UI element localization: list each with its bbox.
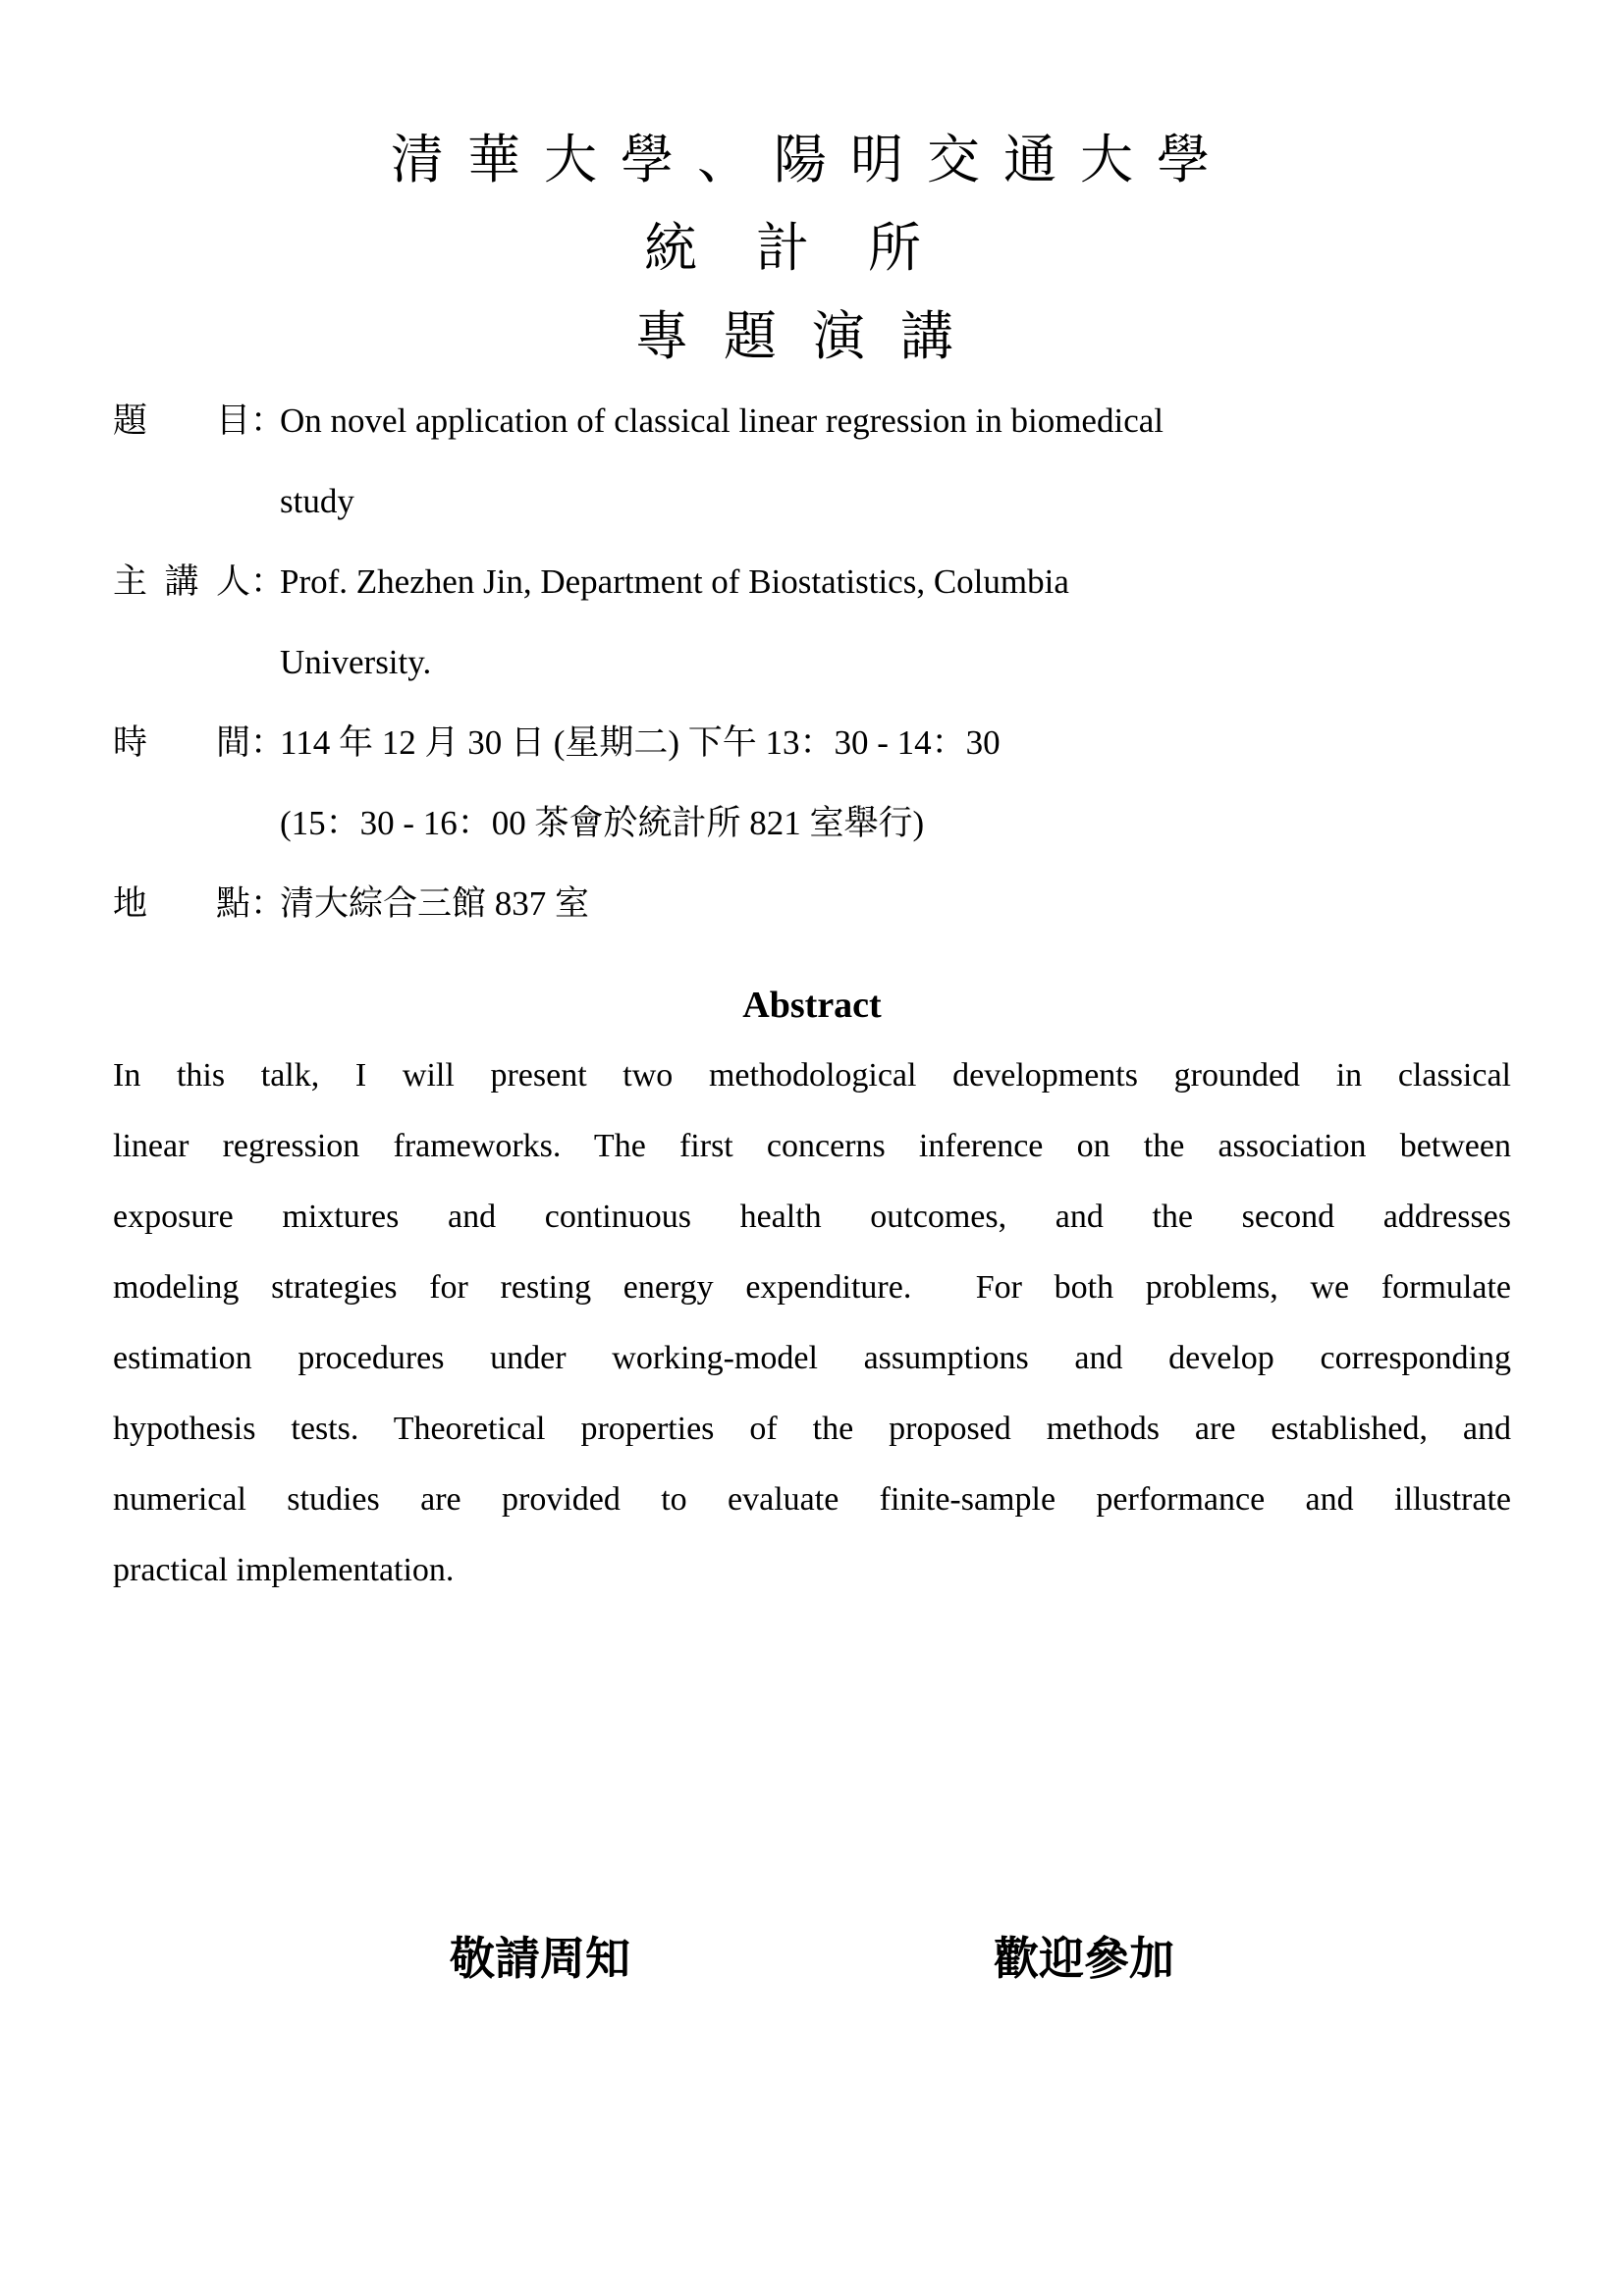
location-row: [113, 864, 1511, 944]
topic-value: [280, 381, 1511, 542]
seminar-title: 專題演講: [635, 307, 989, 366]
speaker-row: [113, 542, 1511, 703]
topic-label: [113, 381, 250, 461]
abstract-line: hypothesis tests. Theoretical properties of the proposed methods are established, and: [113, 1411, 1511, 1447]
location-line: 清大綜合三館 837 室: [280, 884, 590, 923]
speaker-label-char: 主: [113, 562, 148, 601]
seminar-info-section: [113, 381, 1511, 944]
time-row: [113, 703, 1511, 864]
abstract-line: estimation procedures under working-model assumptions and develop corresponding: [113, 1340, 1511, 1376]
speaker-colon: ：: [250, 562, 286, 601]
footer-notes: [113, 1930, 1511, 1989]
footer-note-left: 敬請周知: [450, 1934, 630, 1984]
location-label: [113, 864, 250, 944]
topic-line: On novel application of classical linear regression in biomedical: [280, 401, 1164, 440]
topic-label-char: 題: [113, 401, 148, 440]
time-label-char: 間: [215, 723, 250, 762]
abstract-heading: Abstract: [742, 985, 882, 1026]
topic-line: study: [280, 482, 354, 520]
location-colon: ：: [250, 884, 286, 923]
time-colon: ：: [250, 723, 286, 762]
abstract-line: exposure mixtures and continuous health outcomes, and the second addresses: [113, 1199, 1511, 1235]
speaker-label-char: 講: [164, 562, 199, 601]
topic-label-char: 目: [215, 401, 250, 440]
tea-reception-line: (15：30 - 16：00 茶會於統計所 821 室舉行): [280, 804, 925, 842]
speaker-line: Prof. Zhezhen Jin, Department of Biostatistics, Columbia: [280, 562, 1069, 601]
title-block: [113, 116, 1511, 381]
time-value: [280, 703, 1511, 864]
abstract-line: practical implementation.: [113, 1552, 455, 1588]
abstract-line: modeling strategies for resting energy expenditure. For both problems, we formulate: [113, 1269, 1511, 1306]
abstract-line: In this talk, I will present two methodological developments grounded in classical: [113, 1057, 1511, 1094]
time-label: [113, 703, 250, 783]
abstract-line: linear regression frameworks. The first concerns inference on the association between: [113, 1128, 1511, 1164]
topic-row: [113, 381, 1511, 542]
location-value: [280, 864, 1511, 944]
location-label-char: 地: [113, 884, 148, 923]
institute-title: 統計所: [644, 219, 980, 278]
speaker-label-char: 人: [215, 562, 250, 601]
speaker-label: [113, 542, 250, 622]
time-line: 114 年 12 月 30 日 (星期二) 下午 13：30 - 14：30: [280, 723, 1001, 762]
topic-colon: ：: [250, 401, 286, 440]
speaker-value: [280, 542, 1511, 703]
speaker-line: University.: [280, 643, 432, 681]
footer-note-right: 歡迎參加: [994, 1934, 1174, 1984]
time-label-char: 時: [113, 723, 148, 762]
abstract-body: [113, 1041, 1511, 1606]
abstract-line: numerical studies are provided to evaluate finite-sample performance and illustrate: [113, 1481, 1511, 1518]
university-title: 清華大學、陽明交通大學: [391, 131, 1233, 189]
location-label-char: 點: [215, 884, 250, 923]
